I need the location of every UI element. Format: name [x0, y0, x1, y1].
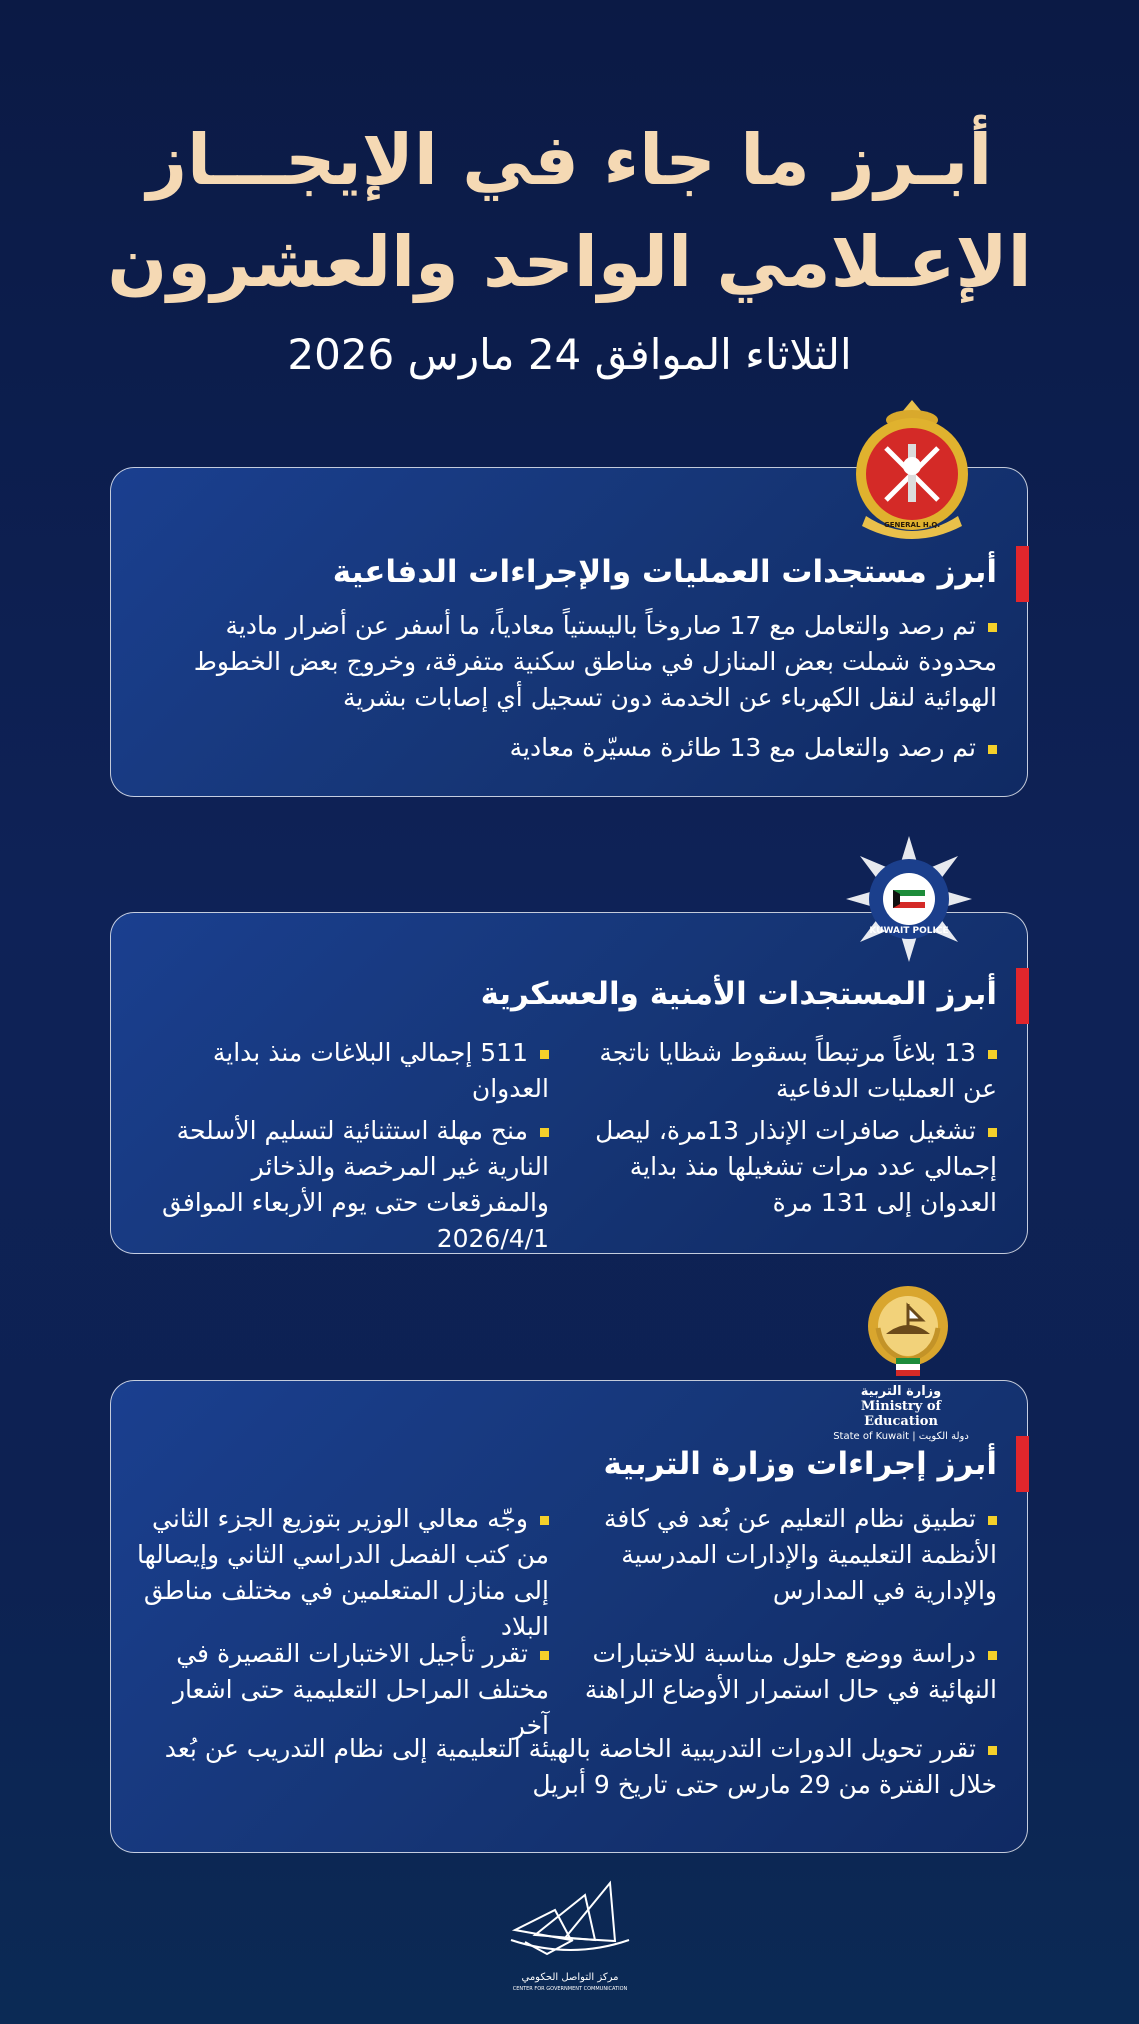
- footer-org-ar: مركز التواصل الحكومي: [521, 1972, 619, 1983]
- education-red-bar: [1016, 1436, 1029, 1492]
- education-right-item-1: تطبيق نظام التعليم عن بُعد في كافة الأنظمة التعليمية والإدارات المدرسية والإدارية في المدارس: [603, 1504, 997, 1605]
- ministry-label-block: [826, 1384, 976, 1442]
- government-communication-logo-icon: [505, 1880, 635, 1970]
- bullet-icon: [540, 1050, 549, 1059]
- bullet-icon: [988, 1128, 997, 1137]
- bullet-icon: [988, 1746, 997, 1755]
- defense-item-2: تم رصد والتعامل مع 13 طائرة مسيّرة معادية: [142, 730, 997, 766]
- security-red-bar: [1016, 968, 1029, 1024]
- bullet-icon: [988, 745, 997, 754]
- footer-org-en: CENTER FOR GOVERNMENT COMMUNICATION: [512, 1986, 628, 1992]
- title-line-2: الإعـلامي الواحد والعشرون: [107, 221, 1032, 303]
- security-left-item-2: منح مهلة استثنائية لتسليم الأسلحة النارية غير المرخصة والذخائر والمفرقعات حتى يوم الأربعاء الموافق 2026/4/1: [161, 1116, 549, 1253]
- education-heading: أبرز إجراءات وزارة التربية: [603, 1446, 997, 1482]
- bullet-icon: [988, 1651, 997, 1660]
- defense-red-bar: [1016, 546, 1029, 602]
- security-right-item-2: تشغيل صافرات الإنذار 13مرة، ليصل إجمالي عدد مرات تشغيلها منذ بداية العدوان إلى 131 مرة: [595, 1116, 997, 1217]
- security-right-item-1: 13 بلاغاً مرتبطاً بسقوط شظايا ناتجة عن العمليات الدفاعية: [599, 1038, 997, 1103]
- kuwait-police-label: KUWAIT POLICE: [869, 926, 949, 936]
- education-right-item-2: دراسة ووضع حلول مناسبة للاختبارات النهائية في حال استمرار الأوضاع الراهنة: [584, 1639, 997, 1704]
- education-full-item: تقرر تحويل الدورات التدريبية الخاصة بالهيئة التعليمية إلى نظام التدريب عن بُعد خلال الفترة من 29 مارس حتى تاريخ 9 أبريل: [164, 1734, 997, 1799]
- bullet-icon: [988, 1516, 997, 1525]
- education-card: [110, 1380, 1028, 1853]
- kuwait-police-badge-icon: [842, 832, 976, 966]
- bullet-icon: [988, 623, 997, 632]
- ministry-name-ar: وزارة التربية: [860, 1384, 942, 1399]
- education-left-item-2: تقرر تأجيل الاختبارات القصيرة في مختلف المراحل التعليمية حتى اشعار آخر: [172, 1639, 549, 1740]
- briefing-date: الثلاثاء الموافق 24 مارس 2026: [287, 330, 852, 379]
- defense-item-1: تم رصد والتعامل مع 17 صاروخاً باليستياً معادياً، ما أسفر عن أضرار مادية محدودة شملت بعض المنازل في مناطق سكنية متفرقة، وخروج بعض الخطوط الهوائية لنقل الكهرباء عن الخدمة دون تسجيل أي إصابات بشرية: [193, 611, 997, 712]
- security-left-item-1: 511 إجمالي البلاغات منذ بداية العدوان: [212, 1038, 549, 1103]
- ministry-name-en: Ministry of Education: [860, 1399, 942, 1429]
- bullet-icon: [540, 1516, 549, 1525]
- education-left-item-1: وجّه معالي الوزير بتوزيع الجزء الثاني من كتب الفصل الدراسي الثاني وإيصالها إلى منازل المتعلمين في مختلف مناطق البلاد: [136, 1504, 549, 1641]
- defense-heading: أبرز مستجدات العمليات والإجراءات الدفاعية: [332, 554, 997, 590]
- bullet-icon: [540, 1651, 549, 1660]
- general-hq-emblem-icon: [848, 396, 976, 544]
- security-heading: أبرز المستجدات الأمنية والعسكرية: [480, 976, 997, 1012]
- title-line-1: أبـرز ما جاء في الإيجـــاز: [146, 119, 993, 201]
- general-hq-label: GENERAL H.Q.: [884, 521, 940, 529]
- bullet-icon: [988, 1050, 997, 1059]
- ministry-state: State of Kuwait | دولة الكويت: [833, 1431, 969, 1442]
- bullet-icon: [540, 1128, 549, 1137]
- ministry-of-education-emblem-icon: [860, 1282, 956, 1382]
